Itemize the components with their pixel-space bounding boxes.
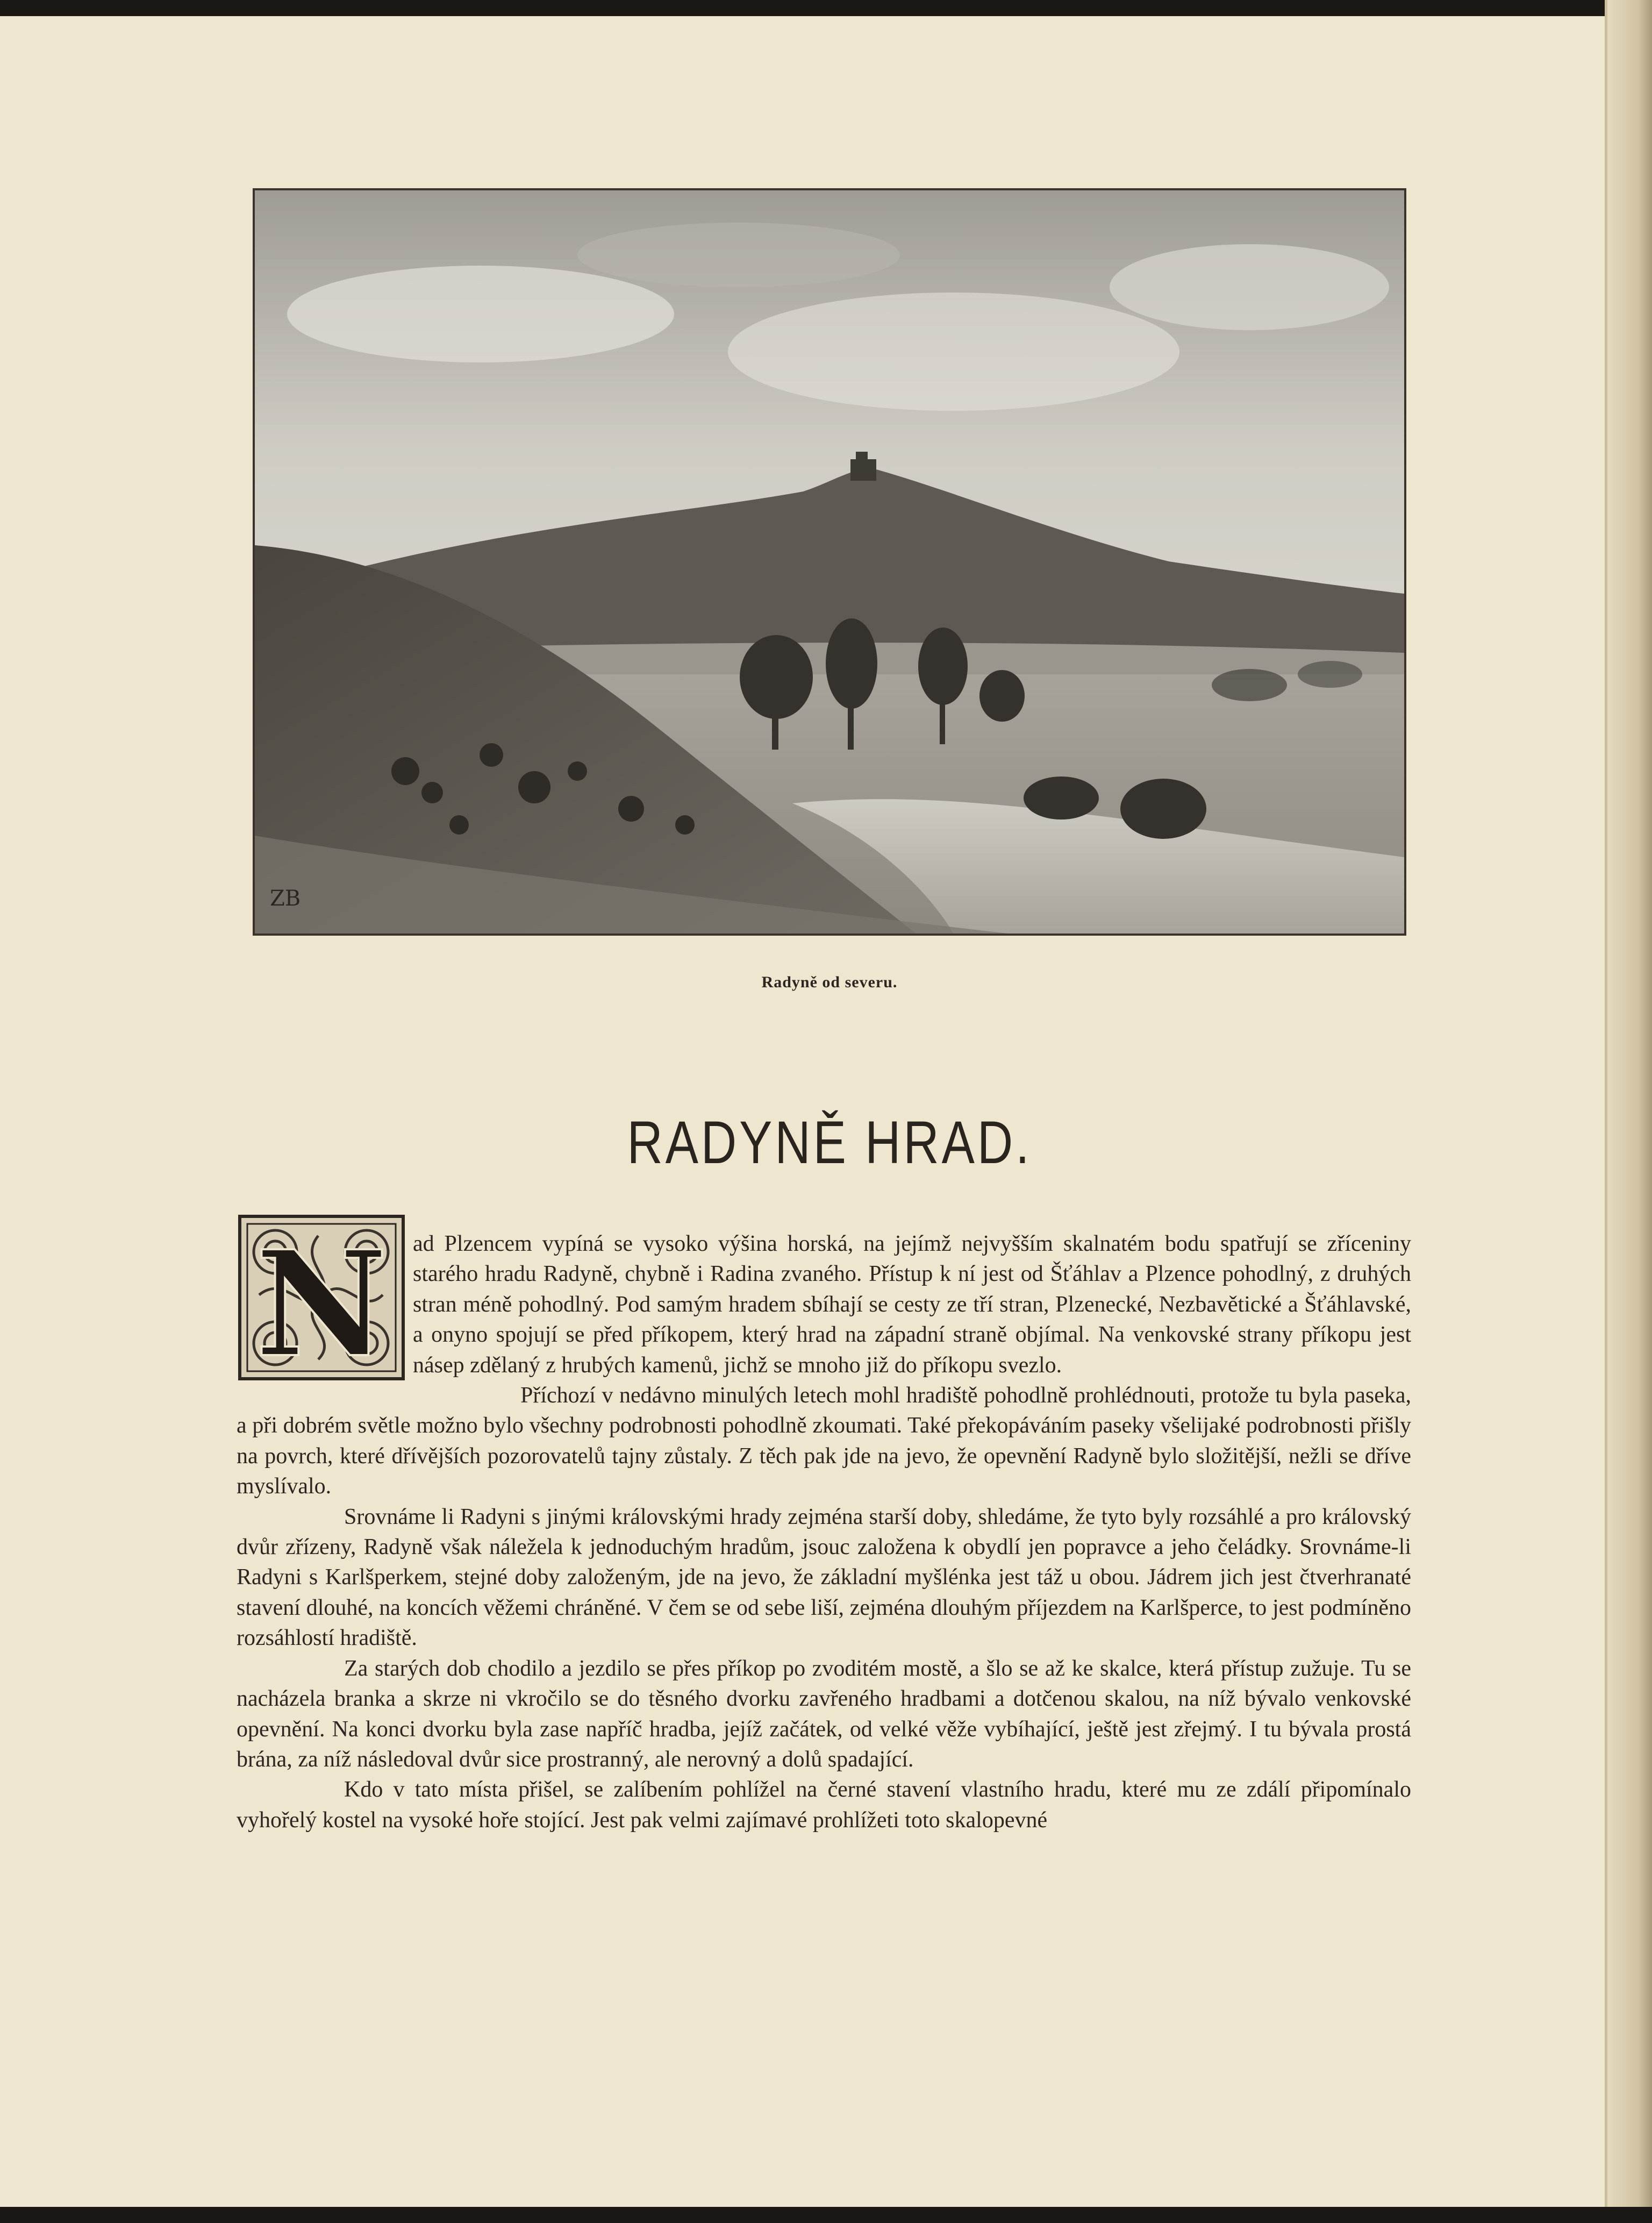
scan-top-border bbox=[0, 0, 1652, 16]
drop-cap-letter: N bbox=[255, 1219, 388, 1381]
artist-monogram: ZB bbox=[270, 886, 301, 911]
book-spine bbox=[1607, 0, 1652, 2223]
article-title: RADYNĚ HRAD. bbox=[627, 1109, 1032, 1176]
article-body bbox=[237, 1229, 1411, 1835]
paragraph-1: ad Plzencem vypíná se vysoko výšina horská, na jejímž nejvyšším skalnatém bodu spatřují se zříceniny starého hradu Radyně, chybně i Radina zvaného. Přístup k ní jest od Šťáhlav a Plzence pohodlný, z druhých stran méně pohodlný. Pod samým hradem sbíhají se cesty ze tří stran, Plzenecké, Nezbavětické a Šťáhlavské, a onyno spojují se před příkopem, který hrad na západní straně objímal. Na venkovské strany příkopu jest násep zdělaný z hrubých kamenů, jichž se mnoho již do příkopu svezlo. bbox=[413, 1231, 1411, 1378]
scan-bottom-border bbox=[0, 2207, 1652, 2223]
drop-cap-space bbox=[237, 1229, 413, 1388]
landscape-illustration bbox=[253, 188, 1406, 936]
castle-landscape-image bbox=[255, 190, 1404, 934]
paragraph-4: Za starých dob chodilo a jezdilo se přes příkop po zvoditém mostě, a šlo se až ke skalce, která přístup zužuje. Tu se nacházela branka a skrze ni vkročilo se do těsného dvorku zavřeného hradbami a dotčenou skalou, na níž bývalo venkovské opevnění. Na konci dvorku byla zase napříč hradba, jejíž začátek, od velké věže vybíhající, ještě jest zřejmý. I tu bývala prostá brána, za níž následoval dvůr sice prostranný, ale nerovný a dolů spadající. bbox=[237, 1656, 1411, 1772]
paragraph-5: Kdo v tato místa přišel, se zalíbením pohlížel na černé stavení vlastního hradu, které mu ze zdálí připomínalo vyhořelý kostel na vysoké hoře stojící. Jest pak velmi zajímavé prohlížeti toto skalopevné bbox=[237, 1777, 1411, 1833]
paragraph-3: Srovnáme li Radyni s jinými královskými hrady zejména starší doby, shledáme, že tyto byly rozsáhlé a pro královský dvůr zřízeny, Radyně však náležela k jednoduchým hradům, jsouc založena k obydlí jen popravce a jeho čeládky. Srovnáme-li Radyni s Karlšperkem, stejné doby založeným, jde na jevo, že základní myšlénka jest táž u obou. Jádrem jich jest čtverhranaté stavení dlouhé, na koncích věžemi chráněné. V čem se od sebe liší, zejména dlouhým příjezdem na Karlšperce, to jest podmíněno rozsáhlostí hradiště. bbox=[237, 1504, 1411, 1651]
illustration-caption: Radyně od severu. bbox=[761, 973, 898, 991]
paragraph-2: Příchozí v nedávno minulých letech mohl hradiště pohodlně prohlédnouti, protože tu byla paseka, a při dobrém světle možno bylo všechny podrobnosti pohodlně zkoumati. Také překopáváním paseky všelijaké podrobnosti přišly na povrch, které dřívějších pozorovatelů tajny zůstaly. Z těch pak jde na jevo, že opevnění Radyně bylo složitější, nežli se dříve myslívalo. bbox=[237, 1383, 1411, 1499]
